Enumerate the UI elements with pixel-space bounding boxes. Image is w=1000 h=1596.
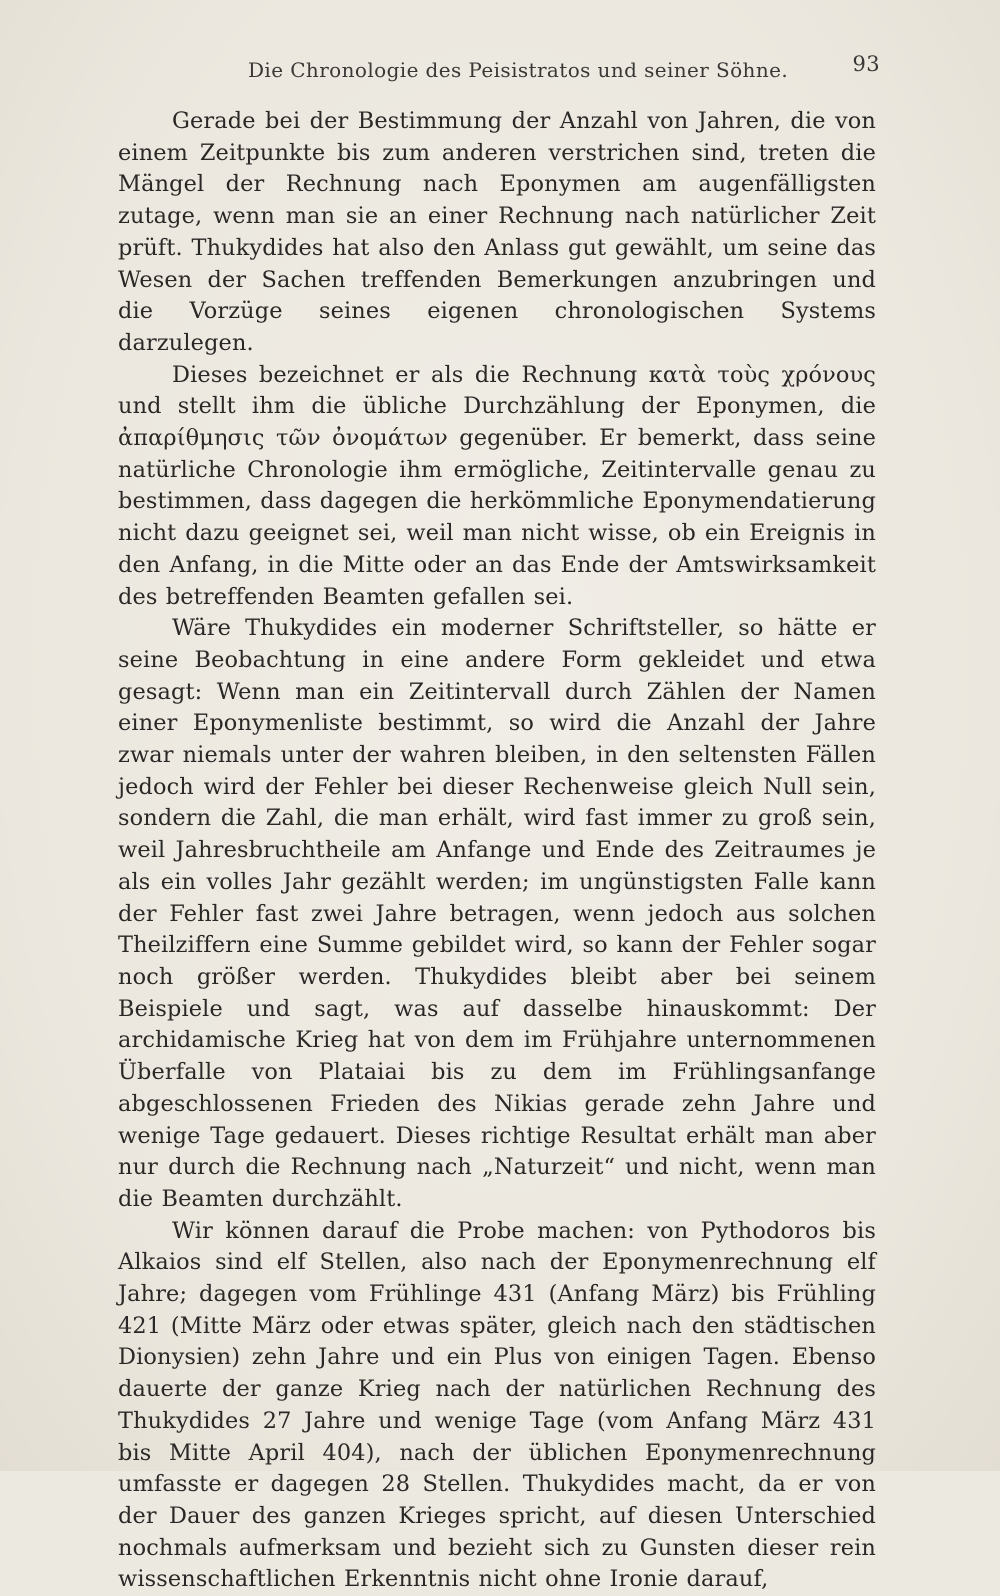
page-number: 93 <box>852 52 880 76</box>
paragraph-3: Wäre Thukydides ein moderner Schriftsteller, so hätte er seine Beobachtung in eine andere Form gekleidet und etwa gesagt: Wenn man ein Zeitintervall durch Zählen der Namen einer Eponymenliste bestimmt, so wird die Anzahl der Jahre zwar niemals unter der wahren bleiben, in den seltensten Fällen jedoch wird der Fehler bei dieser Rechenweise gleich Null sein, sondern die Zahl, die man erhält, wird fast immer zu groß sein, weil Jahresbruchtheile am Anfange und Ende des Zeitraumes je als ein volles Jahr gezählt werden; im ungünstigsten Falle kann der Fehler fast zwei Jahre betragen, wenn jedoch aus solchen Theilziffern eine Summe gebildet wird, so kann der Fehler sogar noch größer werden. Thukydides bleibt aber bei seinem Beispiele und sagt, was auf dasselbe hinauskommt: Der archidamische Krieg hat von dem im Frühjahre unternommenen Überfalle von Plataiai bis zu dem im Frühlingsanfange abgeschlossenen Frieden des Nikias gerade zehn Jahre und wenige Tage gedauert. Dieses richtige Resultat erhält man aber nur durch die Rechnung nach „Naturzeit“ und nicht, wenn man die Beamten durchzählt. <box>118 615 876 1212</box>
running-head <box>248 52 880 84</box>
paragraph-4: Wir können darauf die Probe machen: von Pythodoros bis Alkaios sind elf Stellen, also nach der Eponymenrechnung elf Jahre; dagegen vom Frühlinge 431 (Anfang März) bis Frühling 421 (Mitte März oder etwas später, gleich nach den städtischen Dionysien) zehn Jahre und ein Plus von einigen Tagen. Ebenso dauerte der ganze Krieg nach der natürlichen Rechnung des Thukydides 27 Jahre und wenige Tage (vom Anfang März 431 bis Mitte April 404), nach der üblichen Eponymenrechnung umfasste er dagegen 28 Stellen. Thukydides macht, da er von der Dauer des ganzen Krieges spricht, auf diesen Unterschied nochmals aufmerksam und bezieht sich zu Gunsten dieser rein wissenschaftlichen Erkenntnis nicht ohne Ironie darauf, <box>118 1217 876 1593</box>
paragraph-1: Gerade bei der Bestimmung der Anzahl von Jahren, die von einem Zeitpunkte bis zum anderen verstrichen sind, treten die Mängel der Rechnung nach Eponymen am augenfälligsten zutage, wenn man sie an einer Rechnung nach natürlicher Zeit prüft. Thukydides hat also den Anlass gut gewählt, um seine das Wesen der Sachen treffenden Bemerkungen anzubringen und die Vorzüge seines eigenen chronologischen Systems darzulegen. <box>118 108 876 356</box>
paragraph-2: Dieses bezeichnet er als die Rechnung κατὰ τοὺς χρόνους und stellt ihm die übliche Durchzählung der Eponymen, die ἀπαρίθμησις τῶν ὀνομάτων gegenüber. Er bemerkt, dass seine natürliche Chronologie ihm ermögliche, Zeitintervalle genau zu bestimmen, dass dagegen die herkömmliche Eponymendatierung nicht dazu geeignet sei, weil man nicht wisse, ob ein Ereignis in den Anfang, in die Mitte oder an das Ende der Amtswirksamkeit des betreffenden Beamten gefallen sei. <box>118 361 876 610</box>
body-text <box>118 106 876 1596</box>
running-title: Die Chronologie des Peisistratos und seiner Söhne. <box>248 58 789 82</box>
